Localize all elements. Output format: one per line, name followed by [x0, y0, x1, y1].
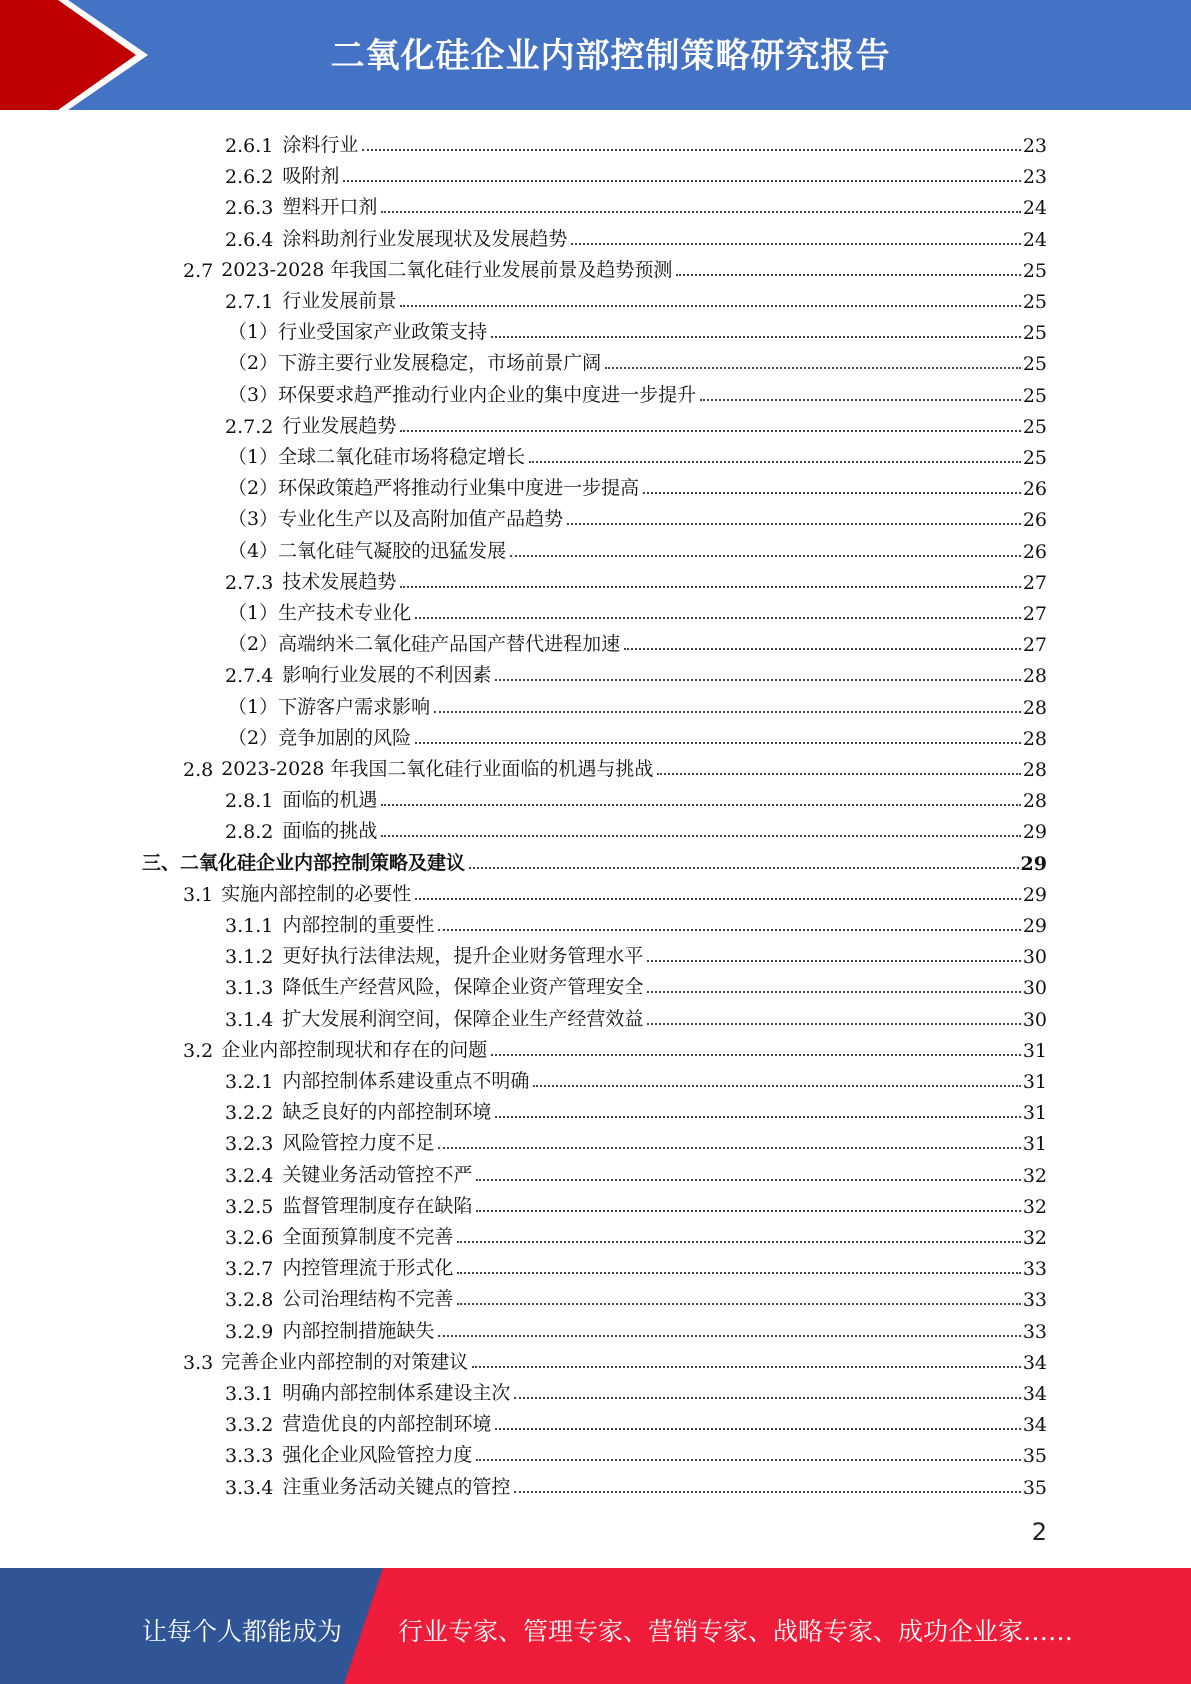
toc-entry-page: 27: [1022, 603, 1047, 625]
toc-entry[interactable]: [225, 1468, 1047, 1499]
toc-entry-page: 33: [1022, 1258, 1047, 1281]
toc-entry-number: 2.8.2: [225, 821, 274, 844]
toc-entry-page: 29: [1022, 821, 1047, 844]
toc-entry-number: 3.3.2: [225, 1414, 274, 1437]
toc-dot-leader: [495, 679, 1020, 681]
toc-entry[interactable]: [225, 1374, 1047, 1405]
toc-entry[interactable]: [225, 407, 1047, 438]
toc-entry-page: 31: [1022, 1133, 1047, 1156]
toc-entry-title: 全球二氧化硅市场将稳定增长: [278, 446, 526, 468]
toc-entry[interactable]: [225, 1280, 1047, 1311]
toc-entry-title: 内部控制的重要性: [282, 914, 435, 936]
toc-entry-title: 注重业务活动关键点的管控: [282, 1475, 511, 1498]
toc-dot-leader: [514, 1491, 1020, 1493]
toc-entry-title: 生产技术专业化: [278, 602, 412, 624]
toc-entry-page: 28: [1022, 727, 1047, 750]
toc-dot-leader: [624, 648, 1021, 650]
toc-entry-title: 技术发展趋势: [282, 570, 397, 593]
toc-entry-page: 25: [1022, 447, 1047, 469]
toc-entry-number: 3.1.4: [225, 1008, 274, 1031]
toc-entry-number: （1）: [228, 446, 279, 468]
toc-entry-number: 3.2.9: [225, 1320, 274, 1343]
toc-entry-number: （2）: [228, 352, 279, 375]
toc-entry[interactable]: [225, 1405, 1047, 1436]
toc-entry-title: 二氧化硅气凝胶的迅猛发展: [278, 539, 507, 562]
toc-entry[interactable]: [228, 344, 1047, 375]
toc-dot-leader: [567, 523, 1021, 525]
toc-entry-number: 2.6.4: [225, 228, 274, 251]
toc-dot-leader: [438, 1147, 1020, 1149]
toc-entry[interactable]: [183, 750, 1047, 781]
toc-entry-number: 2.8.1: [225, 790, 274, 813]
toc-entry[interactable]: [225, 1062, 1047, 1093]
toc-entry-page: 25: [1022, 415, 1047, 438]
toc-entry-number: （4）: [228, 539, 279, 562]
toc-entry-page: 28: [1022, 790, 1047, 813]
toc-entry[interactable]: [225, 282, 1047, 313]
toc-entry-page: 32: [1022, 1164, 1047, 1187]
toc-entry[interactable]: [225, 812, 1047, 843]
toc-entry-page: 27: [1022, 571, 1047, 594]
toc-entry[interactable]: [225, 126, 1047, 157]
toc-entry-number: 3.2.8: [225, 1289, 274, 1312]
toc-entry[interactable]: [225, 1218, 1047, 1249]
toc-dot-leader: [400, 586, 1020, 588]
toc-entry-number: 3.2.2: [225, 1102, 274, 1125]
toc-dot-leader: [343, 180, 1020, 182]
toc-dot-leader: [400, 305, 1020, 307]
toc-entry[interactable]: [225, 1093, 1047, 1124]
toc-entry-title: 面临的挑战: [282, 820, 378, 843]
toc-dot-leader: [514, 1397, 1020, 1399]
toc-entry-page: 28: [1022, 696, 1047, 719]
toc-entry[interactable]: [225, 906, 1047, 937]
toc-dot-leader: [457, 1272, 1020, 1274]
toc-dot-leader: [476, 1459, 1020, 1461]
toc-entry-number: （1）: [228, 602, 279, 624]
toc-entry-page: 25: [1022, 259, 1047, 282]
page-header: [0, 0, 1191, 110]
toc-entry-page: 24: [1022, 228, 1047, 251]
toc-entry-page: 23: [1022, 166, 1047, 189]
toc-entry-number: 3.2.7: [225, 1258, 274, 1281]
toc-entry-page: 31: [1022, 1102, 1047, 1125]
toc-dot-leader: [438, 929, 1020, 931]
toc-entry[interactable]: [225, 968, 1047, 999]
toc-entry-title: 竞争加剧的风险: [278, 726, 412, 749]
toc-entry-page: 27: [1022, 634, 1047, 657]
toc-entry-page: 25: [1022, 322, 1047, 345]
toc-entry-number: （3）: [228, 508, 279, 531]
toc-entry-title: 涂料行业: [282, 134, 359, 156]
toc-entry-page: 33: [1022, 1320, 1047, 1343]
toc-entry-number: 3.1: [183, 883, 214, 906]
toc-entry-page: 28: [1022, 665, 1047, 688]
toc-entry[interactable]: [228, 438, 1047, 469]
toc-dot-leader: [495, 1428, 1020, 1430]
toc-entry-number: 三、: [142, 851, 181, 874]
toc-entry[interactable]: [225, 157, 1047, 188]
toc-dot-leader: [457, 1303, 1020, 1305]
toc-entry-number: 3.3.1: [225, 1383, 274, 1405]
toc-entry-number: （1）: [228, 321, 279, 344]
toc-entry-title: 2023-2028 年我国二氧化硅行业面临的机遇与挑战: [221, 758, 654, 780]
toc-entry-title: 公司治理结构不完善: [282, 1288, 454, 1311]
toc-entry[interactable]: [228, 594, 1047, 625]
toc-entry[interactable]: [228, 313, 1047, 344]
toc-entry-number: 3.3.4: [225, 1476, 274, 1499]
toc-entry-page: 28: [1022, 759, 1047, 781]
toc-entry-page: 30: [1022, 1008, 1047, 1031]
toc-entry-number: （2）: [228, 477, 279, 500]
toc-entry-page: 32: [1022, 1227, 1047, 1249]
footer-slogan-right: 行业专家、管理专家、营销专家、战略专家、成功企业家……: [398, 1617, 1074, 1646]
toc-entry-number: 2.7.2: [225, 415, 274, 438]
toc-entry-number: 3.2.3: [225, 1133, 274, 1156]
toc-entry-number: 3.2: [183, 1039, 214, 1062]
toc-dot-leader: [700, 399, 1021, 401]
toc-entry[interactable]: [228, 719, 1047, 750]
toc-entry[interactable]: [228, 625, 1047, 656]
toc-dot-leader: [476, 1179, 1020, 1181]
toc-entry-title: 明确内部控制体系建设主次: [282, 1382, 511, 1404]
page-number: 2: [1031, 1518, 1047, 1546]
toc-entry[interactable]: [228, 376, 1047, 407]
toc-entry-number: 3.3: [183, 1351, 214, 1374]
toc-dot-leader: [491, 336, 1021, 338]
toc-entry-page: 34: [1022, 1383, 1047, 1405]
toc-dot-leader: [647, 960, 1020, 962]
toc-entry-page: 25: [1022, 353, 1047, 376]
toc-entry-title: 扩大发展利润空间，保障企业生产经营效益: [282, 1007, 644, 1030]
toc-dot-leader: [434, 711, 1021, 713]
toc-dot-leader: [362, 149, 1020, 151]
toc-entry-title: 完善企业内部控制的对策建议: [221, 1350, 469, 1373]
toc-entry-page: 35: [1022, 1445, 1047, 1468]
toc-entry-number: 3.1.1: [225, 915, 274, 937]
toc-entry[interactable]: [183, 251, 1047, 282]
toc-entry[interactable]: [225, 1156, 1047, 1187]
toc-dot-leader: [510, 555, 1021, 557]
toc-dot-leader: [381, 211, 1020, 213]
toc-entry-page: 35: [1022, 1476, 1047, 1499]
toc-entry-title: 实施内部控制的必要性: [221, 882, 412, 905]
toc-entry[interactable]: [228, 500, 1047, 531]
toc-entry-title: 行业发展趋势: [282, 414, 397, 437]
report-title: 二氧化硅企业内部控制策略研究报告: [330, 36, 891, 76]
toc-entry[interactable]: [225, 937, 1047, 968]
toc-entry-number: 2.7.1: [225, 291, 274, 313]
toc-entry-title: 更好执行法律法规，提升企业财务管理水平: [282, 945, 644, 968]
toc-entry-title: 内部控制体系建设重点不明确: [282, 1070, 530, 1092]
toc-dot-leader: [415, 617, 1021, 619]
toc-entry[interactable]: [225, 563, 1047, 594]
footer-slogan-left: 让每个人都能成为: [142, 1617, 343, 1646]
toc-entry[interactable]: [225, 1187, 1047, 1218]
toc-dot-leader: [472, 1366, 1021, 1368]
toc-dot-leader: [643, 492, 1021, 494]
toc-entry-title: 内控管理流于形式化: [282, 1257, 454, 1280]
toc-entry-page: 29: [1022, 915, 1047, 937]
toc-entry-page: 34: [1022, 1351, 1047, 1374]
toc-entry-title: 涂料助剂行业发展现状及发展趋势: [282, 227, 568, 250]
toc-dot-leader: [491, 1054, 1021, 1056]
toc-entry-title: 高端纳米二氧化硅产品国产替代进程加速: [278, 633, 621, 656]
toc-entry-page: 26: [1022, 509, 1047, 532]
toc-entry[interactable]: [183, 875, 1047, 906]
toc-entry-title: 企业内部控制现状和存在的问题: [221, 1038, 488, 1061]
toc-entry[interactable]: [225, 220, 1047, 251]
toc-entry-number: （3）: [228, 383, 279, 406]
toc-entry-title: 缺乏良好的内部控制环境: [282, 1101, 492, 1124]
toc-dot-leader: [415, 898, 1021, 900]
toc-entry-title: 下游客户需求影响: [278, 695, 431, 718]
toc-dot-leader: [457, 1241, 1020, 1243]
toc-entry-title: 环保政策趋严将推动行业集中度进一步提高: [278, 477, 640, 500]
toc-entry-title: 营造优良的内部控制环境: [282, 1413, 492, 1436]
toc-entry-title: 行业受国家产业政策支持: [278, 321, 488, 344]
toc-entry-page: 30: [1022, 946, 1047, 969]
toc-entry[interactable]: [225, 1312, 1047, 1343]
toc-entry[interactable]: [225, 656, 1047, 687]
toc-entry-title: 环保要求趋严推动行业内企业的集中度进一步提升: [278, 383, 697, 406]
toc-entry-title: 二氧化硅企业内部控制策略及建议: [180, 851, 466, 874]
toc-dot-leader: [469, 867, 1019, 869]
toc-entry-number: （2）: [228, 633, 279, 656]
toc-entry-number: （2）: [228, 726, 279, 749]
toc-dot-leader: [657, 773, 1020, 775]
toc-entry[interactable]: [228, 688, 1047, 719]
toc-entry-title: 行业发展前景: [282, 290, 397, 312]
toc-entry-number: 3.2.5: [225, 1195, 274, 1218]
toc-dot-leader: [381, 804, 1020, 806]
toc-dot-leader: [415, 742, 1021, 744]
toc-entry-title: 2023-2028 年我国二氧化硅行业发展前景及趋势预测: [221, 258, 673, 281]
toc-entry-title: 降低生产经营风险，保障企业资产管理安全: [282, 976, 644, 999]
toc-entry-number: 3.1.3: [225, 977, 274, 1000]
toc-entry-title: 影响行业发展的不利因素: [282, 664, 492, 687]
toc-dot-leader: [438, 1335, 1020, 1337]
toc-entry-title: 面临的机遇: [282, 789, 378, 812]
toc-dot-leader: [495, 1116, 1020, 1118]
toc-entry-page: 33: [1022, 1289, 1047, 1312]
toc-dot-leader: [571, 243, 1020, 245]
toc-dot-leader: [647, 991, 1020, 993]
toc-entry-page: 32: [1022, 1195, 1047, 1218]
toc-entry[interactable]: [183, 1031, 1047, 1062]
toc-entry-page: 26: [1022, 540, 1047, 563]
page-footer: [0, 1568, 1191, 1684]
toc-entry-title: 监督管理制度存在缺陷: [282, 1194, 473, 1217]
toc-entry-number: 3.2.1: [225, 1071, 274, 1093]
toc-entry-page: 29: [1020, 852, 1047, 875]
toc-entry-number: 3.2.4: [225, 1164, 274, 1187]
toc-entry-page: 31: [1022, 1039, 1047, 1062]
toc-entry-number: 2.7.3: [225, 571, 274, 594]
toc-dot-leader: [605, 367, 1021, 369]
toc-entry[interactable]: [142, 844, 1047, 875]
toc-entry-page: 29: [1022, 883, 1047, 906]
toc-dot-leader: [476, 1210, 1020, 1212]
toc-entry-number: 2.7: [183, 259, 214, 282]
toc-entry-title: 风险管控力度不足: [282, 1132, 435, 1155]
toc-entry-number: 3.1.2: [225, 946, 274, 969]
toc-entry-title: 下游主要行业发展稳定，市场前景广阔: [278, 352, 602, 375]
toc-entry-page: 25: [1022, 384, 1047, 407]
toc-entry[interactable]: [225, 188, 1047, 219]
toc-entry[interactable]: [228, 532, 1047, 563]
toc-entry-title: 内部控制措施缺失: [282, 1319, 435, 1342]
toc-entry[interactable]: [225, 1436, 1047, 1467]
toc-entry[interactable]: [183, 1343, 1047, 1374]
toc-dot-leader: [400, 430, 1020, 432]
toc-entry-page: 24: [1022, 197, 1047, 220]
toc-entry-number: 2.7.4: [225, 665, 274, 688]
toc-entry-title: 关键业务活动管控不严: [282, 1163, 473, 1186]
toc-entry-number: 2.6.2: [225, 166, 274, 189]
toc-entry[interactable]: [225, 1000, 1047, 1031]
toc-entry-title: 塑料开口剂: [282, 196, 378, 219]
toc-entry-page: 31: [1022, 1071, 1047, 1093]
toc-entry-number: 2.8: [183, 759, 214, 781]
toc-entry[interactable]: [225, 781, 1047, 812]
toc-entry[interactable]: [228, 469, 1047, 500]
toc-entry-number: 3.2.6: [225, 1227, 274, 1249]
toc-entry-title: 全面预算制度不完善: [282, 1226, 454, 1248]
toc-entry-number: 2.6.1: [225, 135, 274, 157]
toc-entry-title: 专业化生产以及高附加值产品趋势: [278, 508, 564, 531]
toc-dot-leader: [529, 461, 1021, 463]
toc-entry-number: 3.3.3: [225, 1445, 274, 1468]
toc-dot-leader: [647, 1023, 1020, 1025]
toc-entry-page: 25: [1022, 291, 1047, 313]
toc-dot-leader: [676, 274, 1020, 276]
toc-entry-page: 26: [1022, 478, 1047, 501]
toc-entry-title: 强化企业风险管控力度: [282, 1444, 473, 1467]
toc-entry[interactable]: [225, 1124, 1047, 1155]
toc-entry-title: 吸附剂: [282, 165, 340, 188]
toc-entry-number: （1）: [228, 695, 279, 718]
toc-entry[interactable]: [225, 1249, 1047, 1280]
toc-dot-leader: [533, 1085, 1020, 1087]
toc-entry-page: 34: [1022, 1414, 1047, 1437]
toc-entry-number: 2.6.3: [225, 197, 274, 220]
toc-dot-leader: [381, 835, 1020, 837]
toc-entry-page: 23: [1022, 135, 1047, 157]
toc-entry-page: 30: [1022, 977, 1047, 1000]
